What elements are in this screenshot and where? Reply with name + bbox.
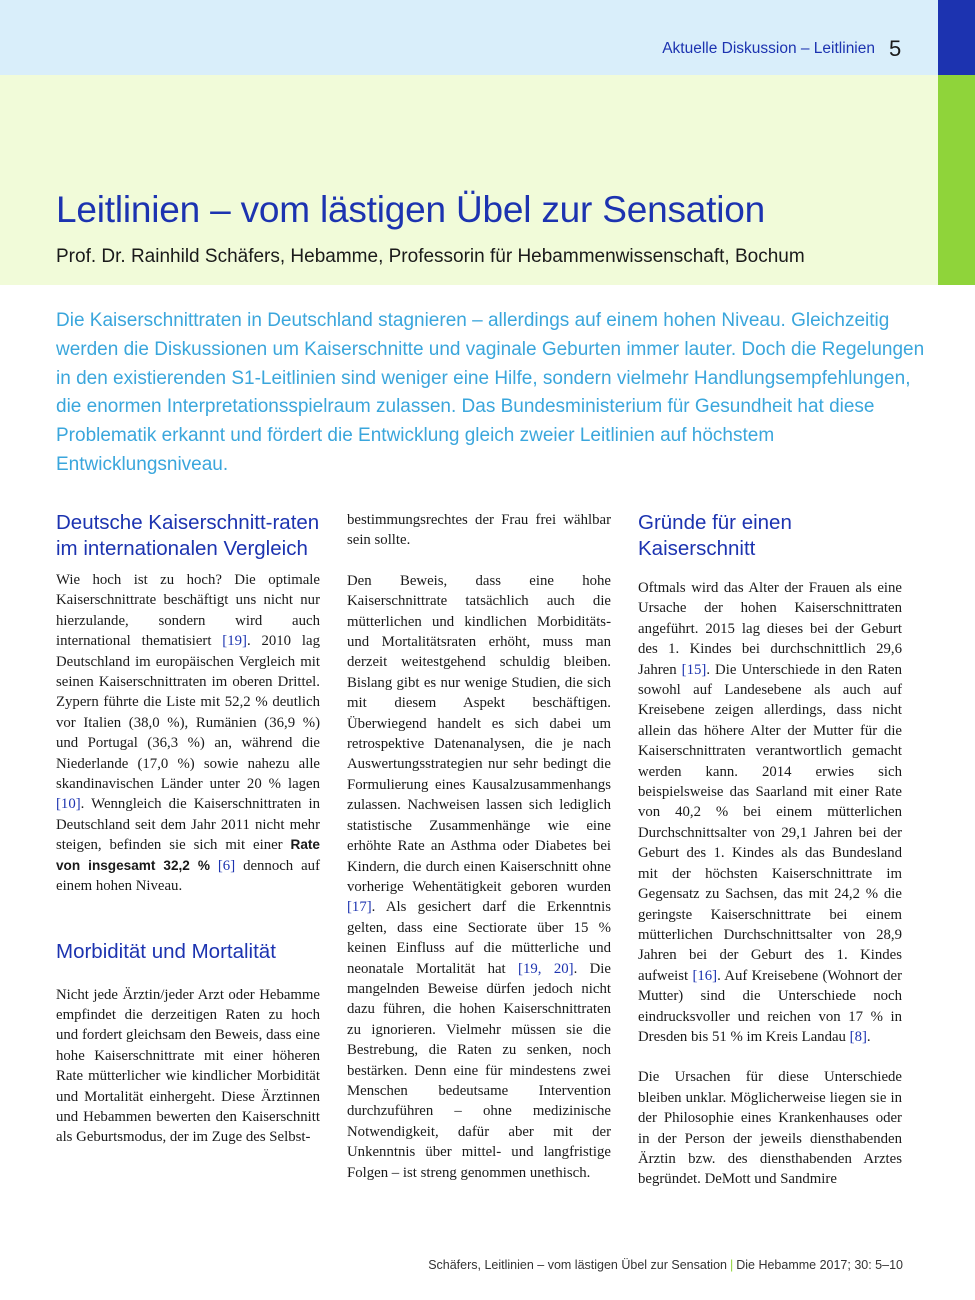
citation-link[interactable]: [19]: [222, 633, 247, 650]
citation-link[interactable]: [19, 20]: [518, 960, 574, 977]
text-run: . Auf Kreisebene (Wohnort der Mutter) sind die Unterschiede noch eindrucksvoller und reichen von 17 % in Dresden bis 51 % im Kreis Landau: [638, 967, 902, 1045]
text-run: . 2010 lag Deutschland im europäischen Vergleich mit seinen Kaiserschnittraten im oberen Drittel. Zypern führte die Liste mit 52,2 % deutlich vor Italien (38,0 %), Rumänien (36,9 %) und Portugal (36,3 %) an, während die Niederlande (17,0 %) sowie nahezu alle skandinavischen Länder unter 20 % lagen: [56, 633, 320, 793]
section-heading-international: Deutsche Kaiserschnitt-raten im internationalen Vergleich: [56, 511, 320, 560]
citation-link[interactable]: [15]: [681, 661, 707, 678]
column-2: [347, 510, 611, 1183]
paragraph-evidence: [347, 571, 611, 1183]
footer-separator: |: [729, 1258, 734, 1272]
footer-author: Schäfers,: [428, 1258, 485, 1272]
text-run: . Die Unterschiede in den Raten sowohl auf Landesebene als auch auf Kreisebene zeigen allerdings, dass nicht allein das höhere Alter der Mutter für die Kaiserschnittraten verantwortlich gemacht werden kann. 2014 erwies sich beispielsweise das Saarland mit einer Rate von 40,2 % bei einem mütterlichen Durchschnittsalter von 29,1 Jahren bei der Geburt des 1. Kindes als das Bundesland mit der höchsten Kaiserschnittrate im Gegensatz zu Sachsen, das mit 24,2 % die geringste Kaiserschnittrate bei einem mütterlichen Durchschnittsalter von 28,9 Jahren bei der Geburt des 1. Kindes aufweist: [638, 661, 902, 984]
text-run: dennoch auf einem hohen Niveau.: [56, 857, 321, 895]
citation-link[interactable]: [17]: [347, 899, 372, 916]
footer-citation: Die Hebamme 2017; 30: 5–10: [736, 1258, 903, 1272]
text-run: .: [866, 1028, 871, 1045]
header-band-top: [0, 0, 938, 75]
section-heading-morbidity: Morbidität und Mortalität: [56, 939, 276, 963]
citation-link[interactable]: [10]: [56, 796, 81, 813]
paragraph-international: [56, 570, 320, 897]
page-footer: [428, 1258, 903, 1272]
column-3: [638, 510, 902, 1190]
section-heading-reasons: Gründe für einen Kaiserschnitt: [638, 511, 792, 560]
paragraph-selfdetermination: bestimmungsrechtes der Frau frei wählbar sein sollte.: [347, 512, 611, 549]
text-run: Wie hoch ist zu hoch? Die optimale Kaiserschnittrate beschäftigt uns nicht nur hierzulande, sondern wird auch international thematisiert: [56, 572, 320, 650]
footer-title: Leitlinien – vom lästigen Übel zur Sensation: [484, 1258, 727, 1272]
citation-link[interactable]: [6]: [209, 857, 236, 874]
paragraph-morbidity: Nicht jede Ärztin/jeder Arzt oder Hebamme empfindet die derzeitigen Raten zu hoch und fordert gleichsam den Beweis, dass eine hohe Kaiserschnittrate mit einer höheren Rate mütterlicher wie kindlicher Morbidität und Mortalität einhergeht. Diese Ärztinnen und Hebammen bewerten den Kaiserschnitt als Geburtsmodus, der im Zuge des Selbst-: [56, 986, 320, 1146]
citation-link[interactable]: [8]: [849, 1028, 867, 1045]
section-tab-blue: [938, 0, 975, 75]
article-author: Prof. Dr. Rainhild Schäfers, Hebamme, Professorin für Hebammenwissenschaft, Bochum: [56, 246, 805, 267]
paragraph-causes: Die Ursachen für diese Unterschiede bleiben unklar. Möglicherweise liegen sie in der Philosophie eines Krankenhauses oder in der Person der jeweils diensthabenden Ärztin bzw. des diensthabenden Arztes begründet. DeMott und Sandmire: [638, 1069, 902, 1188]
text-run: Oftmals wird das Alter der Frauen als eine Ursache der hohen Kaiserschnittraten angeführt. 2015 lag dieses bei der Geburt des 1. Kindes bei durchschnittlich 29,6 Jahren: [638, 580, 902, 678]
text-run: . Als gesichert darf die Erkenntnis gelten, dass eine Sectiorate über 15 % keinen Einfluss auf die mütterliche und neonatale Mortalität hat: [347, 899, 611, 977]
text-run: Den Beweis, dass eine hohe Kaiserschnittrate tatsächlich auch die mütterlichen und kindlichen Morbiditäts- und Mortalitätsraten erhöht, muss man derzeit weitestgehend schuldig bleiben. Bislang gibt es nur wenige Studien, die sich mit diesem Aspekt beschäftigen. Überwiegend handelt es sich dabei um retrospektive Datenanalysen, die je nach Auswertungsstrategien nur sehr bedingt die Formulierung eines Kausalzusammenhangs zulassen. Nachweisen lassen sich lediglich statistische Zusammenhänge wie eine erhöhte Rate an Asthma oder Diabetes bei Kindern, die durch einen Kaiserschnitt ohne vorherige Wehentätigkeit geboren wurden: [347, 572, 611, 895]
page-number: 5: [889, 36, 902, 61]
text-run: . Die mangelnden Beweise dürfen jedoch nicht dazu führen, die hohen Kaiserschnittraten zu ignorieren. Vielmehr müssen sie die Bestrebung, die Raten zu senken, noch bestärken. Denn eine für mindestens zwei Menschen bedeutsame Intervention durchzuführen – ohne medizinische Notwendigkeit, dafür aber mit der Unkenntnis über mittel- und langfristige Folgen – ist streng genommen unethisch.: [347, 960, 611, 1181]
article-title: Leitlinien – vom lästigen Übel zur Sensation: [56, 189, 765, 230]
section-tab-green: [938, 75, 975, 285]
text-run: . Wenngleich die Kaiserschnittraten in Deutschland seit dem Jahr 2011 nicht mehr steigen, befinden sie sich mit einer: [56, 796, 320, 854]
article-abstract: Die Kaiserschnittraten in Deutschland stagnieren – allerdings auf einem hohen Niveau. Gleichzeitig werden die Diskussionen um Kaiserschnitte und vaginale Geburten immer lauter. Doch die Regelungen in den existierenden S1-Leitlinien sind weniger eine Hilfe, sondern vielmehr Handlungsempfehlungen, die enormen Interpretationsspielraum zulassen. Das Bundesministerium für Gesundheit hat diese Problematik erkannt und fördert die Entwicklung gleich zweier Leitlinien auf höchstem Entwicklungsniveau.: [56, 310, 925, 475]
bold-rate: Rate von insgesamt 32,2 %: [56, 837, 320, 873]
citation-link[interactable]: [16]: [692, 967, 718, 984]
paragraph-reasons: [638, 578, 902, 1047]
column-1: [56, 510, 320, 1148]
running-header-section: Aktuelle Diskussion – Leitlinien: [662, 40, 875, 57]
